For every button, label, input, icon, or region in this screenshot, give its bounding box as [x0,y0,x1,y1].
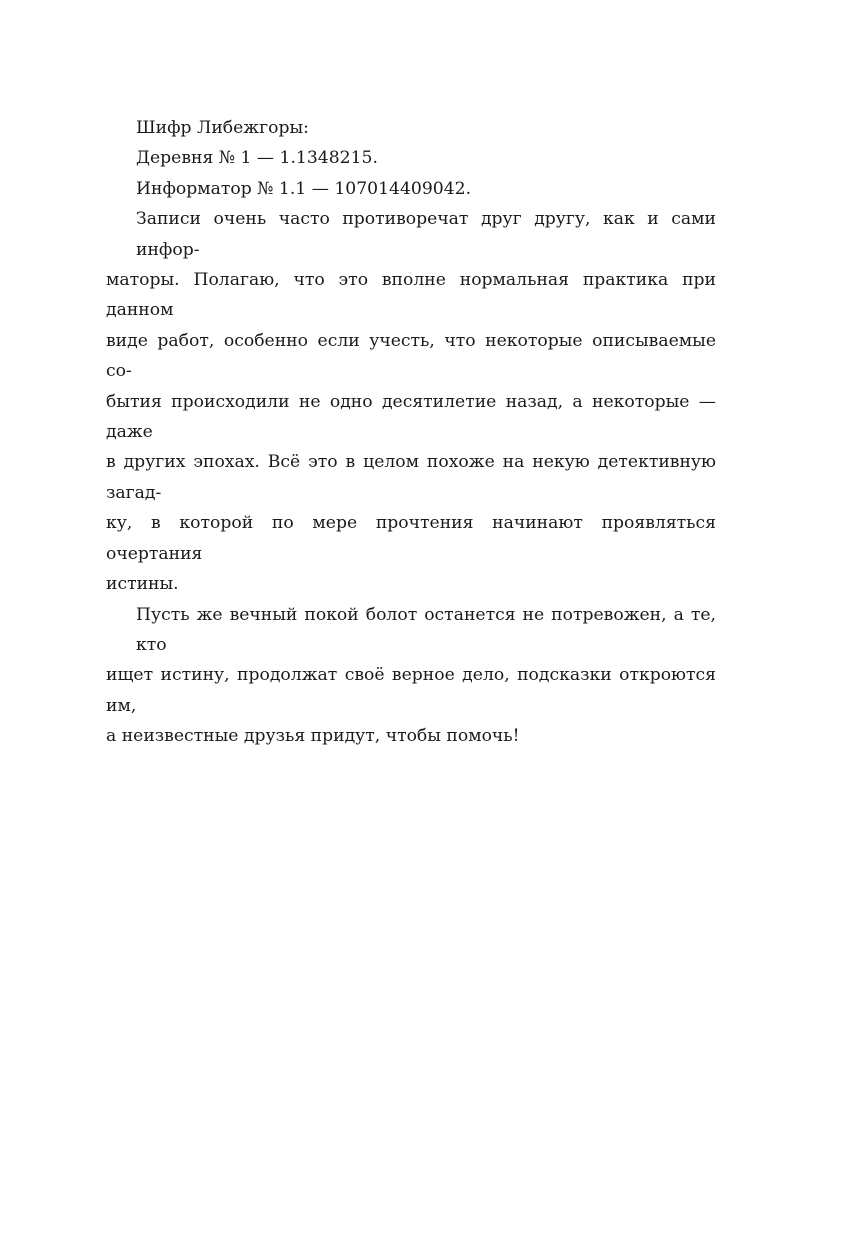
paragraph-1-line: бытия происходили не одно десятилетие назад, а некоторые — даже [106,391,716,443]
paragraph-1-line: ку, в которой по мере прочтения начинают проявляться очертания [106,513,716,564]
paragraph-1-line: маторы. Полагаю, что это вполне нормальная практика при данном [106,270,716,321]
paragraph-1-line: виде работ, особенно если учесть, что некоторые описываемые со- [106,330,716,382]
paragraph-1 [106,204,716,599]
paragraph-1-line: в других эпохах. Всё это в целом похоже на некую детективную загад- [106,452,716,503]
page-body [106,113,716,752]
paragraph-1-line: истины. [106,574,179,595]
cipher-title: Шифр Либежгоры: [136,118,309,138]
paragraph-2-line: ищет истину, продолжат своё верное дело, подсказки откроются им, [106,665,716,716]
paragraph-2-line: Пусть же вечный покой болот останется не потревожен, а те, кто [136,604,716,655]
paragraph-1-line: Записи очень часто противоречат друг другу, как и сами инфор- [136,209,716,260]
cipher-block [106,113,716,204]
cipher-village: Деревня № 1 — 1.1348215. [136,148,378,169]
paragraph-2 [106,600,716,752]
paragraph-2-line: а неизвестные друзья придут, чтобы помочь! [106,726,520,747]
cipher-informant: Информатор № 1.1 — 107014409042. [136,178,472,199]
